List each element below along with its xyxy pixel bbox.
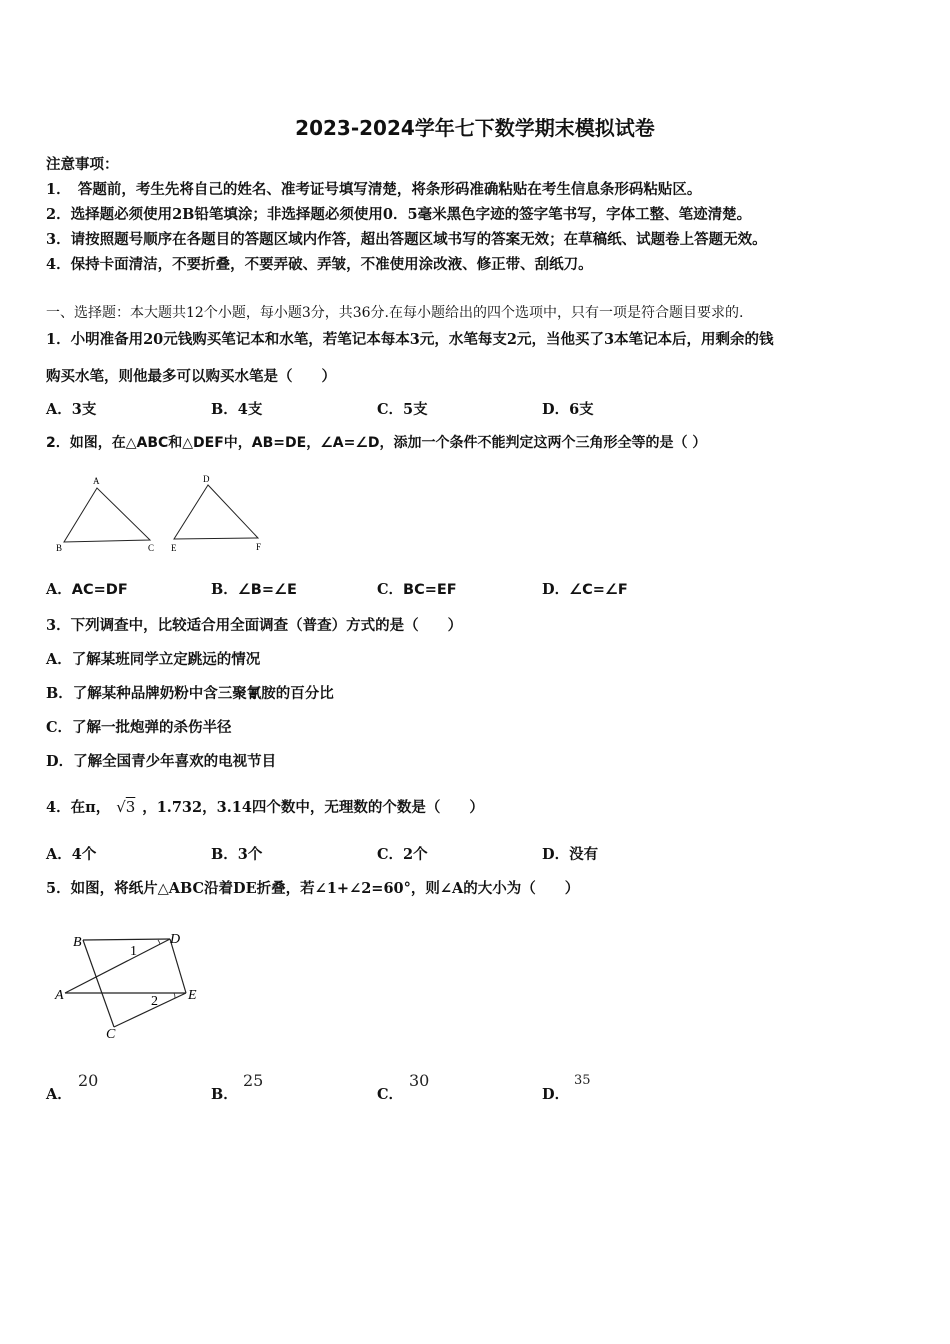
- angle-2-arc: [174, 993, 175, 998]
- option-d-letter: D．: [542, 1086, 570, 1103]
- option-a: A．4个: [46, 846, 97, 863]
- question-2-stem: 2．如图，在△ABC和△DEF中，AB=DE，∠A=∠D，添加一个条件不能判定这两个三角形全等的是（ ）: [46, 435, 707, 451]
- option-c: C．了解一批炮弹的杀伤半径: [46, 719, 232, 736]
- section-heading: 一、选择题：本大题共12个小题，每小题3分，共36分.在每小题给出的四个选项中，只有一项是符合题目要求的.: [46, 305, 744, 321]
- label-d: D: [203, 474, 210, 484]
- segment-bc: [83, 940, 114, 1027]
- option-b: [211, 578, 297, 599]
- option-b: B．3个: [211, 846, 263, 863]
- triangles-figure: [52, 470, 282, 560]
- option-letter: A．: [46, 581, 72, 598]
- option-a: A．了解某班同学立定跳远的情况: [46, 651, 261, 668]
- label-angle-1: 1: [130, 944, 137, 959]
- option-b-letter: B．: [211, 1086, 238, 1103]
- option-value: AC=DF: [71, 582, 128, 598]
- label-c: C: [148, 543, 155, 553]
- option-a-letter: A．: [46, 1086, 72, 1103]
- label-a: A: [55, 988, 64, 1003]
- option-letter: D．: [542, 581, 570, 598]
- option-d-value: 35: [574, 1073, 591, 1088]
- notice-heading: 注意事项：: [46, 156, 119, 173]
- option-b: B．4支: [211, 401, 263, 418]
- option-c: C．5支: [377, 401, 428, 418]
- question-1-stem: 1．小明准备用20元钱购买笔记本和水笔，若笔记本每本3元，水笔每支2元，当他买了3本笔记本后，用剩余的钱: [46, 331, 774, 348]
- option-d: [542, 578, 628, 599]
- option-b-value: 25: [243, 1071, 264, 1090]
- label-b: B: [73, 935, 82, 950]
- option-b: B．了解某种品牌奶粉中含三聚氰胺的百分比: [46, 685, 334, 702]
- option-c-letter: C．: [377, 1086, 404, 1103]
- option-value: BC=EF: [403, 582, 457, 598]
- triangle-def: [174, 485, 258, 539]
- option-letter: C．: [377, 581, 404, 598]
- label-c: C: [106, 1027, 116, 1042]
- notice-item: 4．保持卡面清洁，不要折叠，不要弄破、弄皱，不准使用涂改液、修正带、刮纸刀。: [46, 256, 593, 273]
- label-f: F: [256, 542, 262, 552]
- segment-bd: [83, 939, 170, 940]
- option-d: D．6支: [542, 401, 594, 418]
- option-a-value: 20: [78, 1071, 99, 1090]
- segment-ce: [114, 993, 186, 1027]
- label-angle-2: 2: [151, 994, 158, 1009]
- option-c-value: 30: [409, 1071, 430, 1090]
- question-3-stem: 3．下列调查中，比较适合用全面调查（普查）方式的是（ ）: [46, 617, 463, 634]
- option-value: ∠B=∠E: [237, 582, 297, 598]
- notice-item: 1． 答题前，考生先将自己的姓名、准考证号填写清楚，将条形码准确粘贴在考生信息条形码粘贴区。: [46, 181, 702, 198]
- sqrt-radicand: 3: [125, 798, 136, 816]
- question-5-stem: 5．如图，将纸片△ABC沿着DE折叠，若∠1+∠2=60°，则∠A的大小为（ ）: [46, 880, 580, 897]
- option-c: [377, 578, 457, 599]
- label-b: B: [56, 543, 63, 553]
- triangle-abc: [64, 488, 150, 542]
- option-value: ∠C=∠F: [569, 582, 628, 598]
- sqrt-sign: √3: [116, 798, 136, 816]
- option-c: C．2个: [377, 846, 428, 863]
- page-title: 2023-2024学年七下数学期末模拟试卷: [295, 116, 655, 140]
- notice-item: 3．请按照题号顺序在各题目的答题区域内作答，超出答题区域书写的答案无效；在草稿纸、试题卷上答题无效。: [46, 231, 767, 248]
- option-d: D．了解全国青少年喜欢的电视节目: [46, 753, 277, 770]
- angle-1-arc: [158, 940, 160, 944]
- label-e: E: [188, 988, 197, 1003]
- label-d: D: [170, 932, 181, 947]
- question-4-stem: [46, 796, 484, 817]
- option-d: D．没有: [542, 846, 599, 863]
- option-letter: B．: [211, 581, 238, 598]
- fold-figure: [50, 925, 210, 1045]
- option-a: A．3支: [46, 401, 97, 418]
- notice-item: 2．选择题必须使用2B铅笔填涂；非选择题必须使用0．5毫米黑色字迹的签字笔书写，字体工整、笔迹清楚。: [46, 206, 752, 223]
- question-1-stem-cont: 购买水笔，则他最多可以购买水笔是（ ）: [46, 368, 336, 385]
- question-4-prefix: 4．在π，: [46, 799, 111, 816]
- option-a: [46, 578, 128, 599]
- question-4-suffix: ，1.732，3.14四个数中，无理数的个数是（ ）: [142, 799, 484, 816]
- label-a: A: [93, 476, 100, 486]
- label-e: E: [171, 543, 177, 553]
- segment-de: [170, 939, 186, 993]
